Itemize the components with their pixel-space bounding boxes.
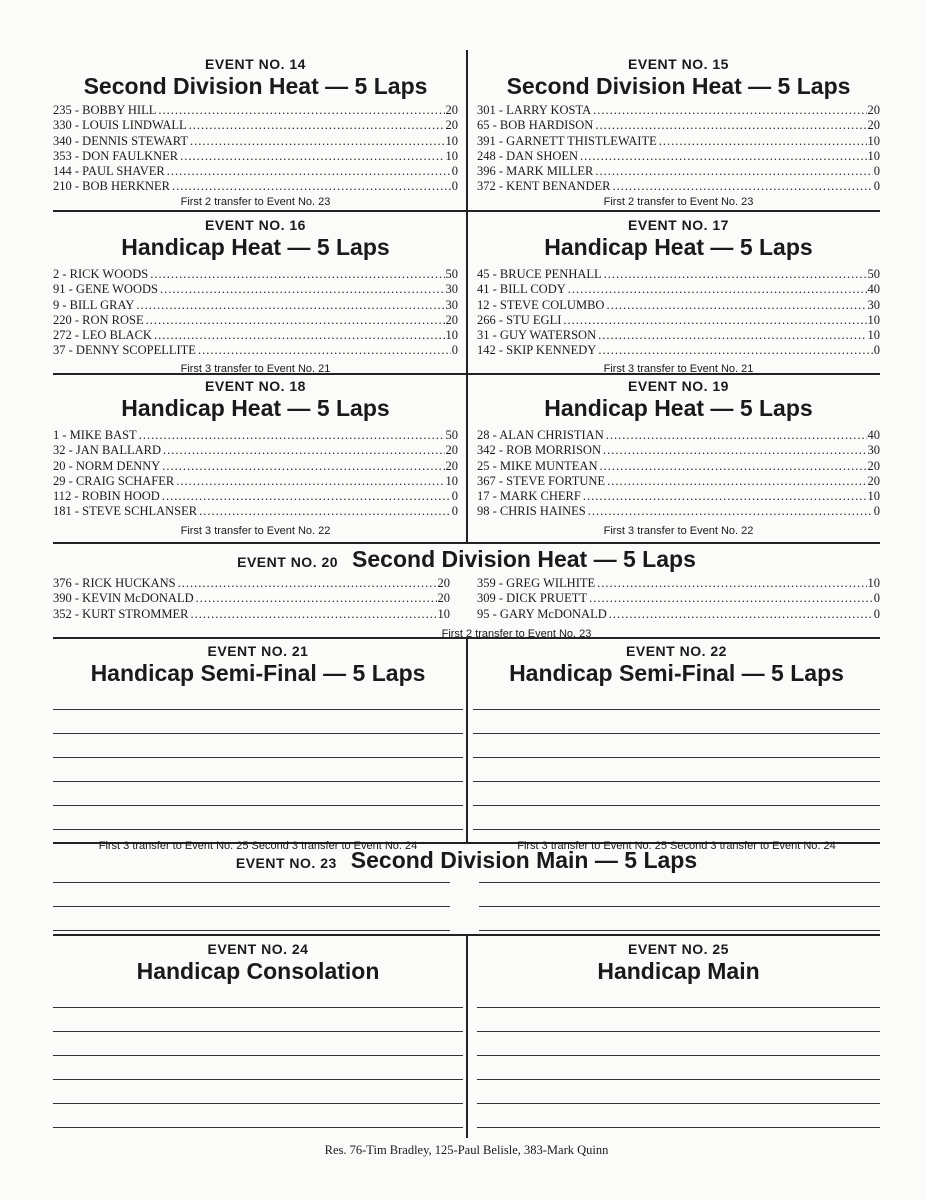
- rider-name: 37 - DENNY SCOPELLITE: [53, 343, 196, 358]
- rider-name: 359 - GREG WILHITE: [477, 576, 596, 590]
- event-number: EVENT NO. 18: [205, 378, 306, 394]
- rider-name: 248 - DAN SHOEN: [477, 148, 579, 163]
- points: 30: [867, 443, 880, 458]
- dot-leader: [150, 267, 444, 282]
- blank-result-line: [53, 1032, 463, 1056]
- rider-name: 65 - BOB HARDISON: [477, 118, 594, 133]
- entry-row: [477, 591, 880, 606]
- entry-row: [477, 576, 880, 591]
- event-number: EVENT NO. 14: [205, 56, 306, 72]
- event-title: Second Division Heat — 5 Laps: [506, 73, 851, 99]
- points: 0: [873, 179, 880, 194]
- dot-leader: [599, 459, 866, 474]
- dot-leader: [139, 428, 445, 443]
- points: 10: [867, 576, 880, 590]
- reserves-footer: Res. 76-Tim Bradley, 125-Paul Belisle, 383-Mark Quinn: [324, 1143, 609, 1157]
- rider-name: 20 - NORM DENNY: [53, 458, 161, 473]
- dot-leader: [146, 313, 445, 328]
- event-title: Handicap Heat — 5 Laps: [544, 395, 813, 421]
- blank-result-line: [473, 710, 880, 734]
- rider-name: 144 - PAUL SHAVER: [53, 164, 165, 179]
- entry-row: [477, 504, 880, 519]
- blank-result-line: [477, 1080, 880, 1104]
- blank-result-line: [477, 1032, 880, 1056]
- points: 20: [437, 576, 450, 590]
- entry-list: [53, 428, 458, 520]
- entry-row: [53, 313, 458, 328]
- points: 50: [867, 267, 880, 281]
- blank-result-line: [477, 1104, 880, 1128]
- event-19: [477, 378, 880, 538]
- entry-row: [477, 443, 880, 458]
- entry-row: [477, 164, 880, 179]
- rider-name: 210 - BOB HERKNER: [53, 179, 171, 194]
- dot-leader: [595, 118, 866, 133]
- transfer-note: First 2 transfer to Event No. 23: [441, 628, 592, 640]
- points: 20: [867, 118, 880, 133]
- entry-row: [477, 313, 880, 328]
- rider-name: 342 - ROB MORRISON: [477, 443, 601, 458]
- rider-name: 2 - RICK WOODS: [53, 267, 149, 281]
- entry-row: [53, 328, 458, 343]
- rider-name: 301 - LARRY KOSTA: [477, 103, 592, 117]
- column-divider: [466, 637, 468, 842]
- entry-row: [477, 459, 880, 474]
- transfer-note: First 2 transfer to Event No. 23: [603, 195, 754, 208]
- blank-result-line: [479, 907, 880, 931]
- event-title: Handicap Consolation: [136, 958, 380, 984]
- rider-name: 220 - RON ROSE: [53, 312, 144, 327]
- transfer-note: First 3 transfer to Event No. 25 Second 3 transfer to Event No. 24: [98, 840, 418, 852]
- results-lines: [479, 859, 880, 931]
- event-18: [53, 378, 458, 538]
- event-title: Handicap Main: [597, 958, 760, 984]
- rider-name: 1 - MIKE BAST: [53, 428, 137, 442]
- event-number: EVENT NO. 16: [205, 217, 306, 233]
- points: 0: [451, 179, 458, 194]
- points: 20: [445, 118, 458, 133]
- points: 10: [867, 489, 880, 504]
- rider-name: 330 - LOUIS LINDWALL: [53, 118, 187, 133]
- event-24: [53, 941, 463, 1128]
- dot-leader: [176, 474, 444, 489]
- blank-result-line: [53, 734, 463, 758]
- event-title: Handicap Semi-Final — 5 Laps: [509, 660, 844, 686]
- event-number: EVENT NO. 19: [628, 378, 729, 394]
- event-23: [53, 847, 880, 928]
- column-divider: [466, 934, 468, 1138]
- event-title: Handicap Heat — 5 Laps: [121, 395, 390, 421]
- rider-name: 41 - BILL CODY: [477, 282, 566, 297]
- points: 20: [445, 458, 458, 473]
- points: 30: [445, 282, 458, 297]
- rider-name: 266 - STU EGLI: [477, 312, 562, 327]
- results-lines: [53, 859, 450, 931]
- entry-row: [53, 504, 458, 519]
- blank-result-line: [53, 1080, 463, 1104]
- dot-leader: [198, 343, 451, 358]
- dot-leader: [603, 443, 867, 458]
- entry-row: [53, 474, 458, 489]
- event-21: [53, 643, 463, 853]
- blank-result-line: [53, 758, 463, 782]
- points: 0: [873, 606, 880, 621]
- dot-leader: [154, 328, 445, 343]
- points: 10: [867, 148, 880, 163]
- entry-row: [477, 489, 880, 504]
- entry-row: [477, 298, 880, 313]
- blank-result-line: [53, 883, 450, 907]
- event-number: EVENT NO. 21: [207, 643, 309, 659]
- blank-result-line: [479, 883, 880, 907]
- dot-leader: [189, 118, 445, 133]
- transfer-note: First 3 transfer to Event No. 22: [603, 524, 754, 537]
- entry-list: [53, 576, 450, 622]
- points: 0: [873, 591, 880, 606]
- dot-leader: [568, 282, 867, 297]
- transfer-note: First 2 transfer to Event No. 23: [180, 195, 331, 208]
- dot-leader: [178, 576, 437, 591]
- dot-leader: [172, 179, 451, 194]
- points: 0: [451, 164, 458, 179]
- event-number: EVENT NO. 22: [626, 643, 727, 659]
- points: 50: [445, 267, 458, 281]
- event-25: [477, 941, 880, 1128]
- rider-name: 25 - MIKE MUNTEAN: [477, 458, 598, 473]
- entry-row: [53, 103, 458, 118]
- event-14: [53, 56, 458, 209]
- event-22: [473, 643, 880, 853]
- points: 0: [873, 504, 880, 519]
- event-title: Handicap Heat — 5 Laps: [121, 234, 390, 260]
- entry-row: [53, 164, 458, 179]
- dot-leader: [588, 504, 873, 519]
- points: 0: [451, 489, 458, 504]
- blank-result-line: [53, 1008, 463, 1032]
- rider-name: 12 - STEVE COLUMBO: [477, 297, 605, 312]
- blank-result-line: [53, 859, 450, 883]
- results-lines: [53, 686, 463, 830]
- event-title: Handicap Semi-Final — 5 Laps: [90, 660, 426, 686]
- dot-leader: [162, 489, 451, 504]
- entry-row: [477, 149, 880, 164]
- dot-leader: [196, 591, 437, 606]
- transfer-note: First 3 transfer to Event No. 21: [180, 362, 331, 375]
- entry-row: [53, 443, 458, 458]
- divider: [53, 542, 880, 544]
- points: 10: [445, 328, 458, 343]
- points: 0: [451, 504, 458, 519]
- entry-row: [477, 118, 880, 133]
- dot-leader: [598, 328, 866, 343]
- rider-name: 390 - KEVIN McDONALD: [53, 591, 194, 606]
- blank-result-line: [473, 782, 880, 806]
- dot-leader: [598, 343, 872, 358]
- dot-leader: [163, 443, 445, 458]
- transfer-note: First 3 transfer to Event No. 21: [603, 362, 754, 375]
- dot-leader: [604, 267, 867, 282]
- entry-row: [53, 489, 458, 504]
- rider-name: 396 - MARK MILLER: [477, 164, 594, 179]
- blank-result-line: [53, 782, 463, 806]
- dot-leader: [606, 298, 866, 313]
- rider-name: 112 - ROBIN HOOD: [53, 489, 160, 504]
- event-title: Second Division Main — 5 Laps: [350, 847, 698, 873]
- points: 30: [445, 297, 458, 312]
- event-title: Handicap Heat — 5 Laps: [544, 234, 813, 260]
- entry-list: [477, 576, 880, 622]
- points: 40: [867, 428, 880, 442]
- points: 20: [867, 458, 880, 473]
- rider-name: 367 - STEVE FORTUNE: [477, 473, 606, 488]
- entry-row: [477, 103, 880, 118]
- points: 0: [873, 164, 880, 179]
- dot-leader: [606, 428, 867, 443]
- points: 10: [437, 606, 450, 621]
- event-number: EVENT NO. 23: [235, 855, 337, 871]
- blank-result-line: [477, 1056, 880, 1080]
- transfer-note: First 3 transfer to Event No. 25 Second 3 transfer to Event No. 24: [517, 840, 836, 852]
- entry-row: [53, 428, 458, 443]
- entry-row: [477, 607, 880, 622]
- blank-result-line: [53, 1104, 463, 1128]
- blank-result-line: [53, 1056, 463, 1080]
- points: 40: [867, 282, 880, 297]
- entry-list: [53, 267, 458, 359]
- entry-row: [477, 428, 880, 443]
- dot-leader: [583, 489, 867, 504]
- entry-row: [53, 607, 450, 622]
- points: 10: [445, 133, 458, 148]
- points: 10: [867, 328, 880, 343]
- points: 20: [867, 473, 880, 488]
- entry-columns: [53, 572, 880, 620]
- dot-leader: [589, 591, 873, 606]
- points: 20: [867, 103, 880, 117]
- dot-leader: [162, 459, 444, 474]
- event-title: Second Division Heat — 5 Laps: [352, 546, 696, 572]
- entry-row: [53, 298, 458, 313]
- entry-row: [53, 343, 458, 358]
- blank-result-line: [473, 758, 880, 782]
- entry-row: [53, 267, 458, 282]
- dot-leader: [609, 607, 873, 622]
- rider-name: 235 - BOBBY HILL: [53, 103, 157, 117]
- points: 10: [445, 473, 458, 488]
- event-number: EVENT NO. 24: [207, 941, 309, 957]
- entry-row: [53, 179, 458, 194]
- dot-leader: [191, 607, 437, 622]
- rider-name: 29 - CRAIG SCHAFER: [53, 473, 175, 488]
- rider-name: 376 - RICK HUCKANS: [53, 576, 176, 590]
- column-divider: [466, 50, 468, 542]
- event-15: [477, 56, 880, 209]
- blank-result-line: [473, 734, 880, 758]
- blank-result-line: [479, 859, 880, 883]
- transfer-note: First 3 transfer to Event No. 22: [180, 524, 331, 537]
- rider-name: 9 - BILL GRAY: [53, 297, 135, 312]
- rider-name: 32 - JAN BALLARD: [53, 443, 161, 458]
- blank-result-line: [53, 686, 463, 710]
- dot-leader: [607, 474, 866, 489]
- rider-name: 340 - DENNIS STEWART: [53, 133, 189, 148]
- dot-leader: [160, 282, 445, 297]
- entry-row: [477, 134, 880, 149]
- points: 10: [867, 312, 880, 327]
- dot-leader: [180, 149, 444, 164]
- entry-row: [53, 118, 458, 133]
- rider-name: 309 - DICK PRUETT: [477, 591, 588, 606]
- dot-leader: [659, 134, 867, 149]
- entry-list: [477, 103, 880, 195]
- event-17: [477, 217, 880, 376]
- entry-row: [477, 474, 880, 489]
- entry-row: [477, 343, 880, 358]
- entry-list: [53, 103, 458, 195]
- dot-leader: [612, 179, 872, 194]
- dot-leader: [199, 504, 451, 519]
- dot-leader: [190, 134, 444, 149]
- blank-result-line: [53, 806, 463, 830]
- rider-name: 372 - KENT BENANDER: [477, 179, 611, 194]
- event-16: [53, 217, 458, 376]
- event-number: EVENT NO. 15: [628, 56, 729, 72]
- entry-row: [477, 282, 880, 297]
- rider-name: 391 - GARNETT THISTLEWAITE: [477, 133, 657, 148]
- blank-result-line: [477, 1008, 880, 1032]
- rider-name: 181 - STEVE SCHLANSER: [53, 504, 198, 519]
- entry-row: [53, 134, 458, 149]
- dot-leader: [136, 298, 444, 313]
- entry-row: [477, 328, 880, 343]
- event-header: [53, 546, 880, 572]
- dot-leader: [158, 103, 444, 118]
- entry-row: [53, 591, 450, 606]
- points: 10: [445, 148, 458, 163]
- dot-leader: [167, 164, 451, 179]
- rider-name: 95 - GARY McDONALD: [477, 606, 607, 621]
- points: 20: [445, 443, 458, 458]
- entry-list: [477, 428, 880, 520]
- entry-row: [53, 282, 458, 297]
- rider-name: 17 - MARK CHERF: [477, 489, 581, 504]
- blank-result-line: [473, 806, 880, 830]
- event-number: EVENT NO. 17: [628, 217, 729, 233]
- event-title: Second Division Heat — 5 Laps: [83, 73, 428, 99]
- rider-name: 98 - CHRIS HAINES: [477, 504, 586, 519]
- rider-name: 352 - KURT STROMMER: [53, 606, 189, 621]
- dot-leader: [563, 313, 866, 328]
- dot-leader: [597, 576, 866, 591]
- points: 30: [867, 297, 880, 312]
- rider-name: 142 - SKIP KENNEDY: [477, 343, 597, 358]
- entry-row: [53, 459, 458, 474]
- rider-name: 272 - LEO BLACK: [53, 328, 152, 343]
- blank-result-line: [53, 984, 463, 1008]
- dot-leader: [595, 164, 872, 179]
- entry-row: [477, 179, 880, 194]
- event-number: EVENT NO. 20: [237, 554, 339, 570]
- blank-result-line: [53, 907, 450, 931]
- results-lines: [473, 686, 880, 830]
- results-lines: [53, 984, 463, 1128]
- rider-name: 31 - GUY WATERSON: [477, 328, 597, 343]
- results-columns: [53, 873, 880, 928]
- dot-leader: [580, 149, 866, 164]
- event-number: EVENT NO. 25: [628, 941, 729, 957]
- blank-result-line: [473, 686, 880, 710]
- points: 20: [445, 103, 458, 117]
- blank-result-line: [53, 710, 463, 734]
- program-page: [53, 50, 880, 1157]
- points: 20: [445, 312, 458, 327]
- rider-name: 353 - DON FAULKNER: [53, 148, 179, 163]
- points: 20: [437, 591, 450, 606]
- rider-name: 45 - BRUCE PENHALL: [477, 267, 602, 281]
- entry-list: [477, 267, 880, 359]
- rider-name: 91 - GENE WOODS: [53, 282, 158, 297]
- points: 0: [873, 343, 880, 358]
- entry-row: [53, 149, 458, 164]
- points: 0: [451, 343, 458, 358]
- dot-leader: [593, 103, 866, 118]
- blank-result-line: [477, 984, 880, 1008]
- results-lines: [477, 984, 880, 1128]
- points: 10: [867, 133, 880, 148]
- rider-name: 28 - ALAN CHRISTIAN: [477, 428, 604, 442]
- points: 50: [445, 428, 458, 442]
- event-20: [53, 546, 880, 641]
- entry-row: [53, 576, 450, 591]
- entry-row: [477, 267, 880, 282]
